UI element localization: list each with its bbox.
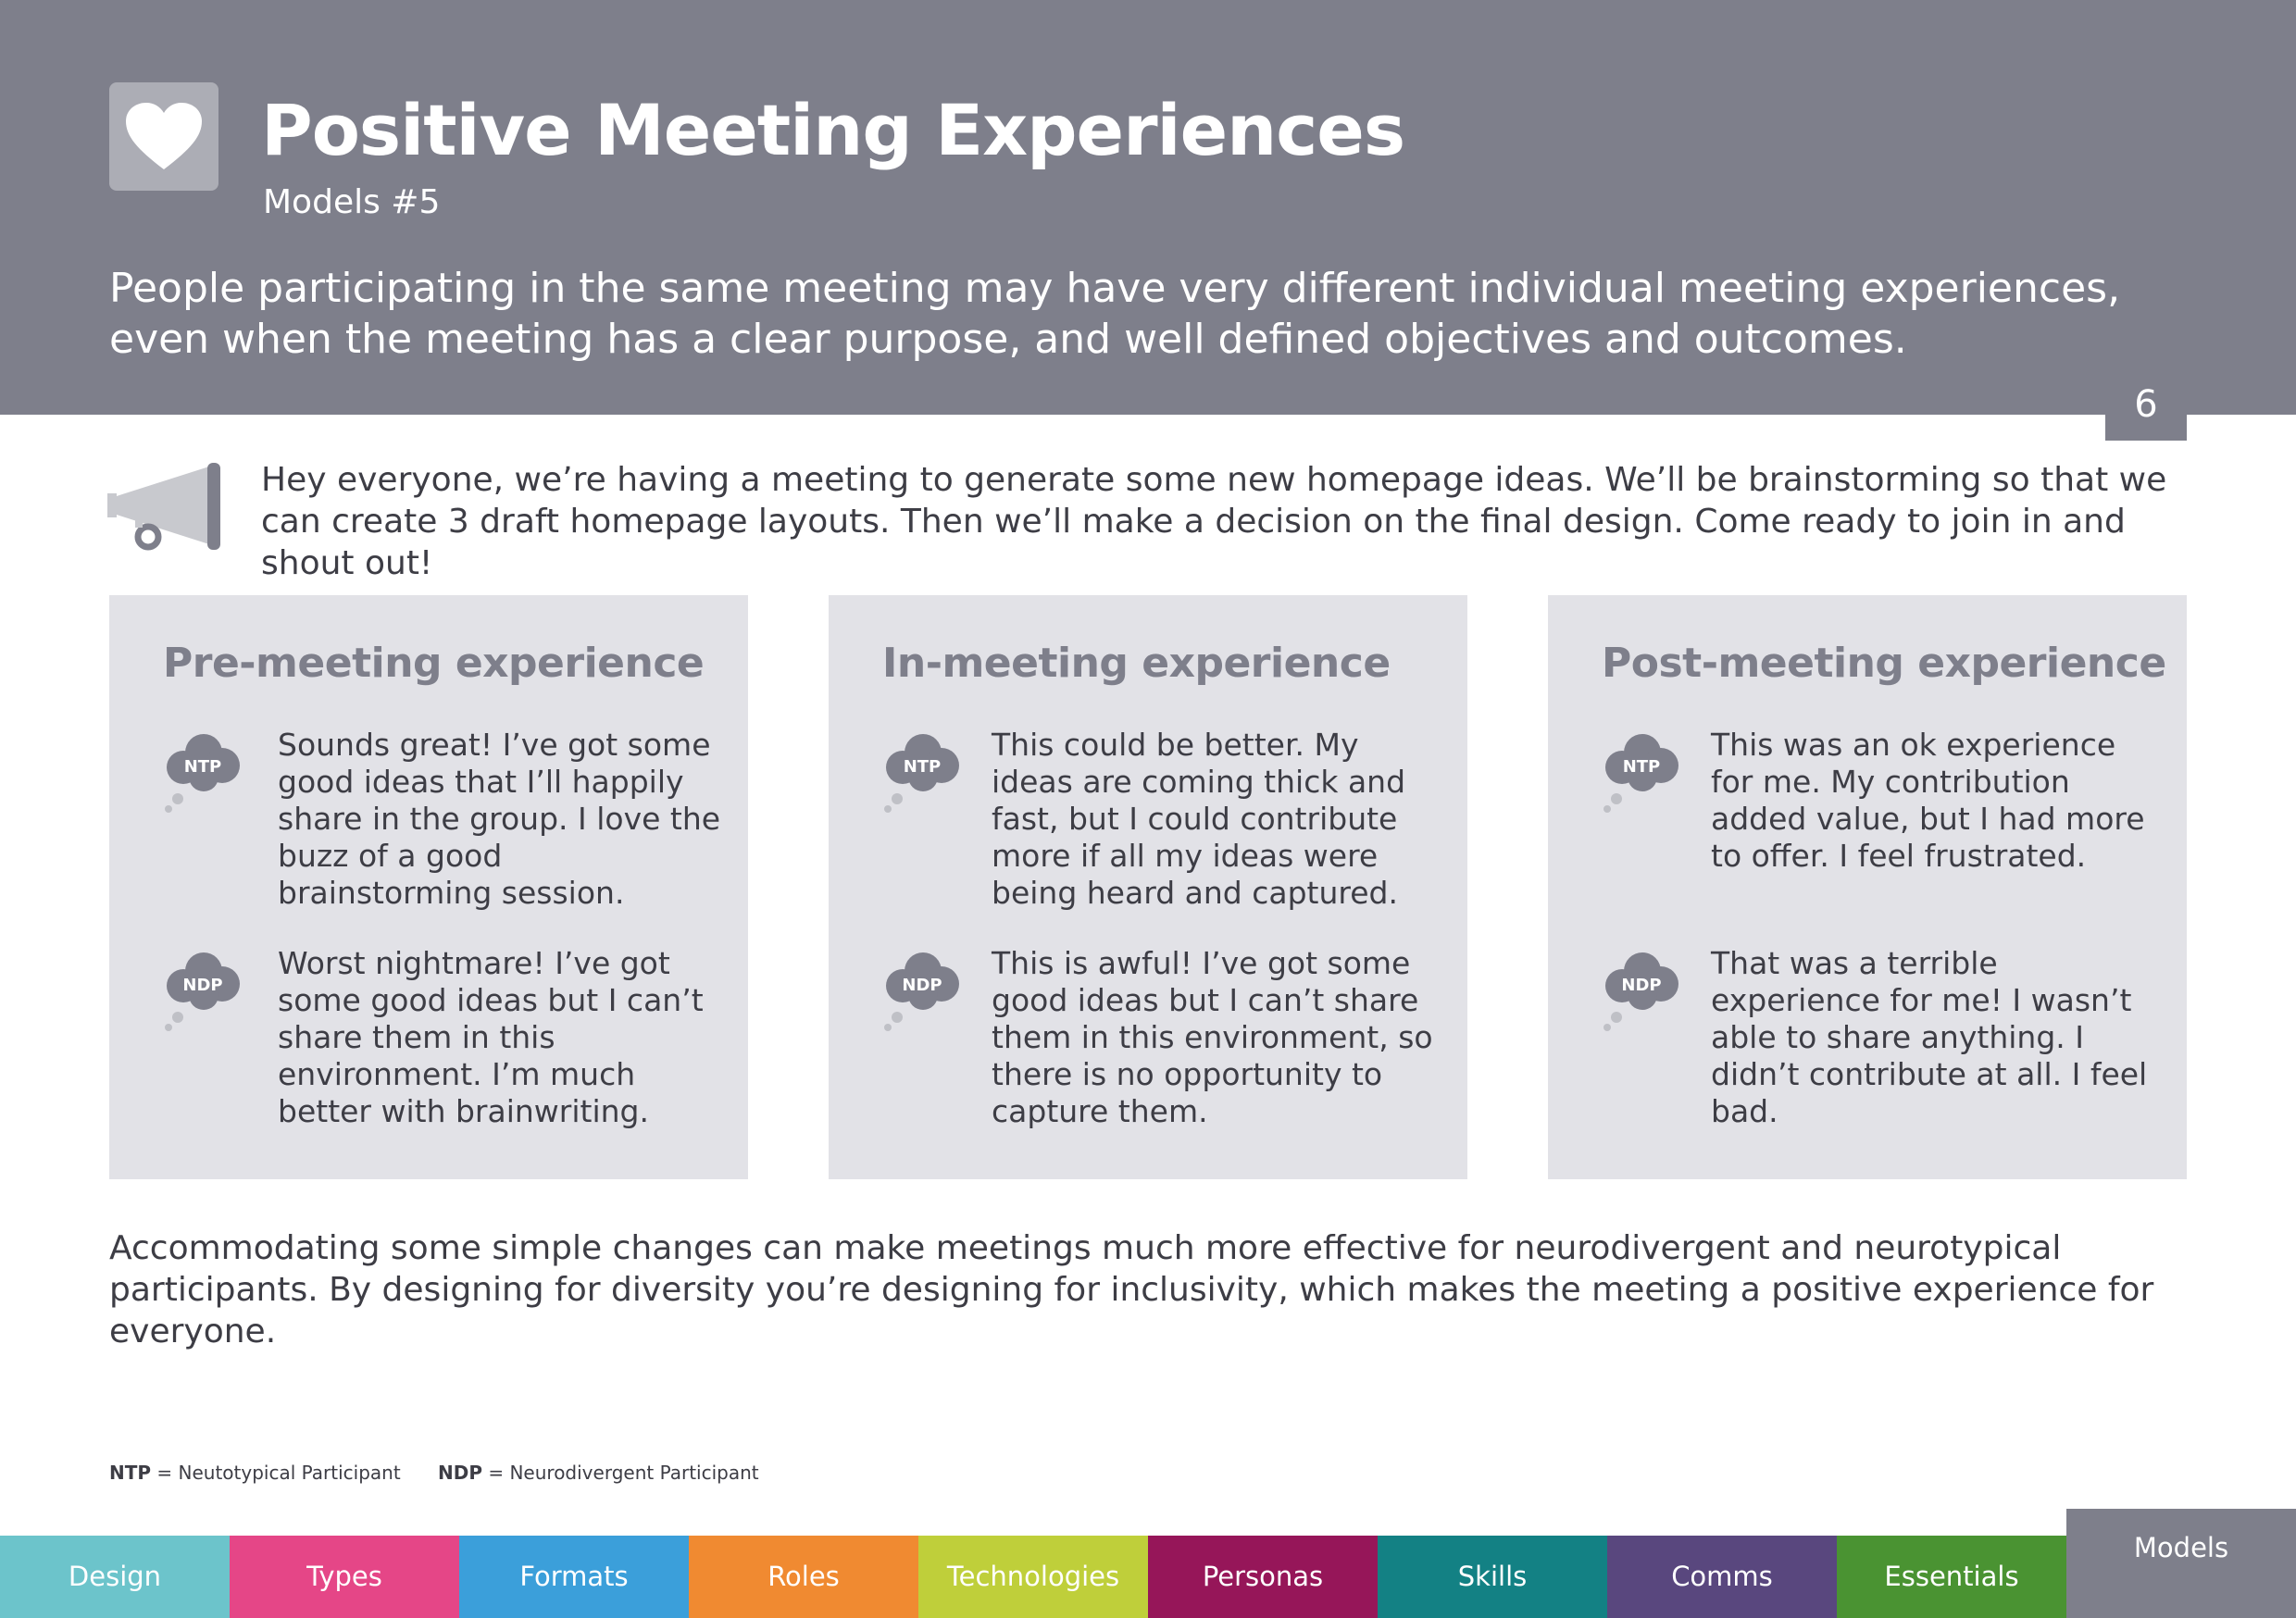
section-nav [0,1536,2296,1618]
thought-bubble-icon [163,951,246,1034]
legend-desc: = Neurodivergent Participant [482,1462,759,1484]
legend-abbr: NDP [438,1462,482,1484]
bubble-label: NTP [183,757,222,777]
ndp-quote: Worst nightmare! I’ve got some good ideas but I can’t share them in this environment. I’m much better with brainwriting. [278,945,704,1129]
nav-tab-skills[interactable]: Skills [1378,1536,1607,1618]
page-title: Positive Meeting Experiences [261,89,1405,171]
megaphone-icon [107,463,222,552]
legend-ntp [109,1462,401,1484]
card-heading: Post-meeting experience [1602,640,2166,687]
ndp-quote: That was a terrible experience for me! I wasn’t able to share anything. I didn’t contribute at all. I feel bad. [1711,945,2148,1129]
nav-tab-models[interactable]: Models [2066,1509,2296,1618]
nav-tab-comms[interactable]: Comms [1607,1536,1837,1618]
outro-text: Accommodating some simple changes can make meetings much more effective for neurodivergent and neurotypical participants. By designing for diversity you’re designing for inclusivity, which makes the meeting a positive experience for everyone. [109,1229,2154,1350]
bubble-label: NTP [903,757,942,777]
bubble-label: NTP [1622,757,1661,777]
thought-bubble-icon [1602,951,1685,1034]
nav-tab-roles[interactable]: Roles [689,1536,918,1618]
bubble-label: NDP [902,976,942,995]
ntp-quote: Sounds great! I’ve got some good ideas that I’ll happily share in the group. I love the buzz of a good brainstorming session. [278,727,721,911]
card-heading: In-meeting experience [882,640,1391,687]
card-heading: Pre-meeting experience [163,640,705,687]
heart-icon [126,103,202,171]
nav-tab-essentials[interactable]: Essentials [1837,1536,2066,1618]
nav-tab-design[interactable]: Design [0,1536,230,1618]
thought-bubble-icon [1602,732,1685,815]
bubble-label: NDP [182,976,223,995]
in-meeting-card [829,595,1467,1179]
legend-ndp [438,1462,759,1484]
post-meeting-card [1548,595,2187,1179]
nav-tab-personas[interactable]: Personas [1148,1536,1378,1618]
bubble-label: NDP [1621,976,1662,995]
section-logo [109,82,218,191]
nav-tab-technologies[interactable]: Technologies [918,1536,1148,1618]
ndp-quote: This is awful! I’ve got some good ideas but I can’t share them in this environment, so there is no opportunity to capture them. [992,945,1433,1129]
thought-bubble-icon [882,732,966,815]
legend-abbr: NTP [109,1462,152,1484]
pre-meeting-card [109,595,748,1179]
announcement-text: Hey everyone, we’re having a meeting to generate some new homepage ideas. We’ll be brainstorming so that we can create 3 draft homepage layouts. Then we’ll make a decision on the final design. Come ready to join in and shout out! [261,461,2167,582]
page-number: 6 [2105,380,2187,441]
nav-tab-types[interactable]: Types [230,1536,459,1618]
page-subtitle: Models #5 [263,183,441,221]
header-banner [0,0,2296,415]
intro-text: People participating in the same meeting may have very different individual meeting experiences, even when the meeting has a clear purpose, and well defined objectives and outcomes. [109,265,2121,363]
thought-bubble-icon [163,732,246,815]
thought-bubble-icon [882,951,966,1034]
nav-tab-formats[interactable]: Formats [459,1536,689,1618]
ntp-quote: This was an ok experience for me. My contribution added value, but I had more to offer. I feel frustrated. [1711,727,2145,874]
ntp-quote: This could be better. My ideas are coming thick and fast, but I could contribute more if all my ideas were being heard and captured. [992,727,1406,911]
legend-desc: = Neutotypical Participant [151,1462,401,1484]
